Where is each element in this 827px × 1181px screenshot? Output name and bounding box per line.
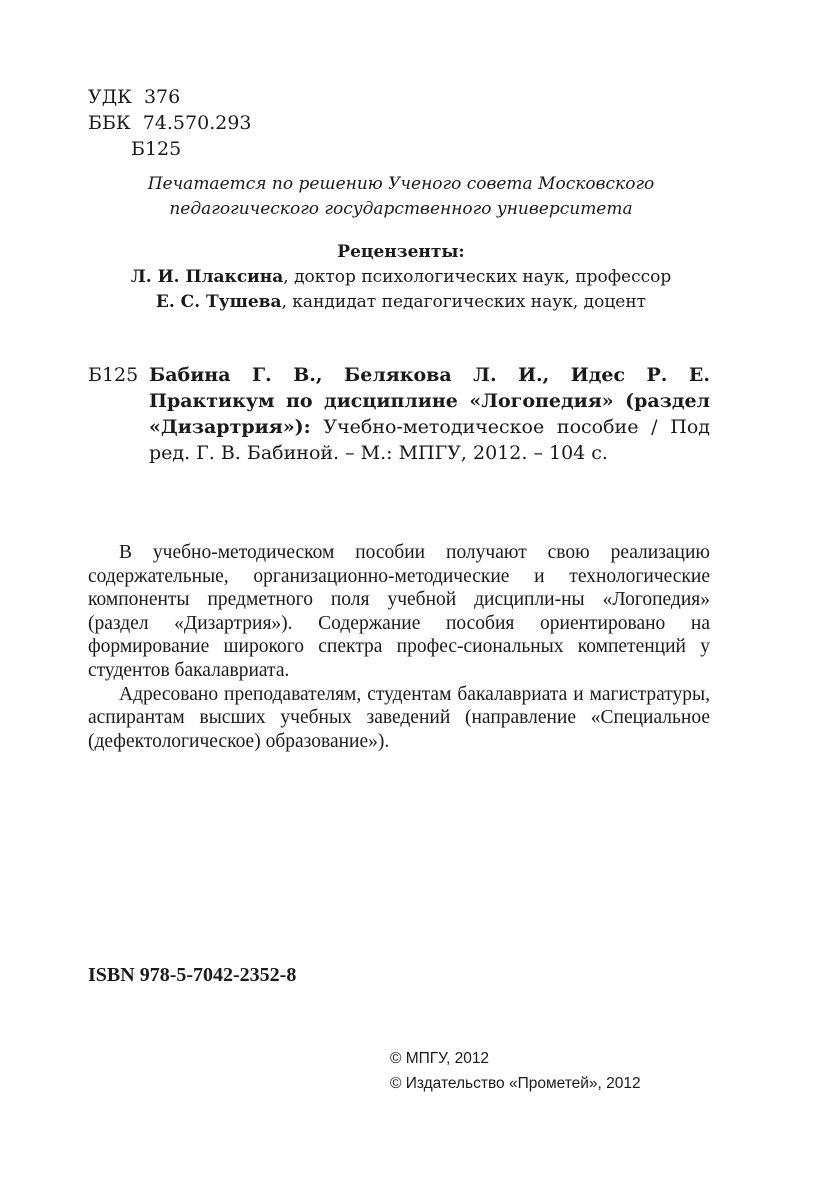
reviewers-block <box>90 240 712 315</box>
reviewer-name: Е. С. Тушева <box>155 292 282 312</box>
bibliographic-record <box>88 362 710 466</box>
reviewer-item <box>90 290 712 315</box>
bbk-code: ББК 74.570.293 <box>88 112 252 134</box>
author-mark: Б125 <box>131 138 182 160</box>
abstract-paragraph: Адресовано преподавателям, студентам бакалавриата и магистратуры, аспирантам высших учебных заведений (направление «Специальное (дефектологическое) образование»). <box>88 683 710 752</box>
classification-block <box>88 84 252 162</box>
publication-decision <box>90 172 712 222</box>
reviewer-name: Л. И. Плаксина <box>130 267 284 287</box>
copyright-line: © МПГУ, 2012 <box>390 1050 490 1067</box>
reviewers-heading: Рецензенты: <box>337 242 465 262</box>
decision-line-1: Печатается по решению Ученого совета Московского <box>147 174 655 194</box>
decision-line-2: педагогического государственного университета <box>169 199 633 219</box>
reviewer-title: , доктор психологических наук, профессор <box>283 267 672 287</box>
reviewer-item <box>90 265 712 290</box>
abstract-paragraph: В учебно-методическом пособии получают свою реализацию содержательные, организационно-методические и технологические компоненты предметного поля учебной дисципли-ны «Логопедия» (раздел «Дизартрия»). Содержание пособия ориентировано на формирование широкого спектра профес-сиональных компетенций у студентов бакалавриата. <box>88 542 710 681</box>
reviewer-title: , кандидат педагогических наук, доцент <box>281 292 647 312</box>
copyright-line: © Издательство «Прометей», 2012 <box>390 1075 641 1092</box>
isbn: ISBN 978-5-7042-2352-8 <box>88 964 297 986</box>
abstract <box>88 541 710 753</box>
copyright-block <box>390 1046 641 1096</box>
bib-publication-info: Учебно-методическое пособие / Под ред. Г. В. Бабиной. – М.: МПГУ, 2012. – 104 с. <box>149 416 710 464</box>
udk-code: УДК 376 <box>88 86 181 108</box>
bib-description <box>149 362 710 466</box>
bib-code: Б125 <box>88 364 139 386</box>
bib-authors-title: Бабина Г. В., Белякова Л. И., Идес Р. Е. Практикум по дисциплине «Логопедия» (раздел «Дизартрия»): <box>149 364 710 438</box>
